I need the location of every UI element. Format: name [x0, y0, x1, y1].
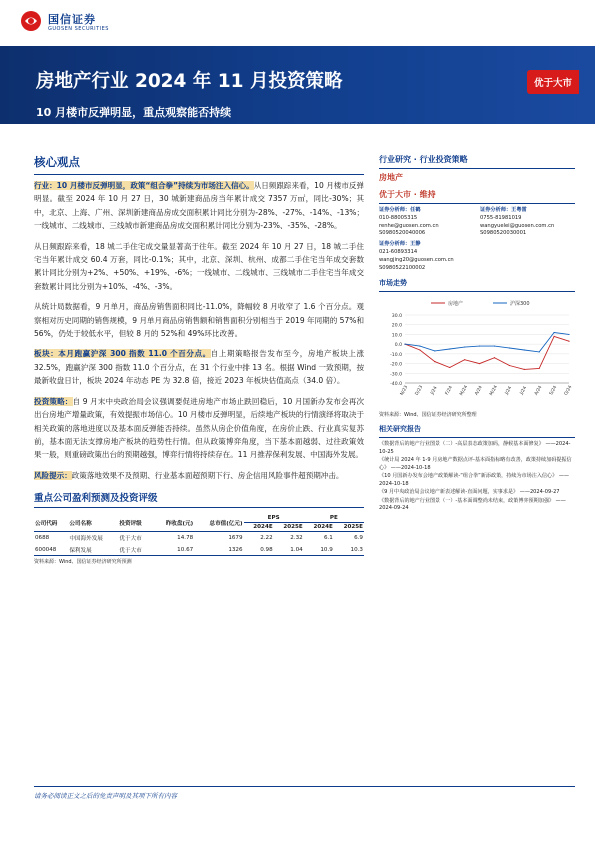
analyst-name: 证券分析师：王静 — [379, 241, 421, 248]
guosen-logo-icon — [20, 10, 42, 32]
main-column — [34, 154, 364, 565]
data-point — [553, 336, 554, 337]
y-tick-label: 0.0 — [394, 343, 402, 349]
col-name: 公司名称 — [68, 514, 118, 532]
risk-text: 政策落地效果不及预期、行业基本面超预期下行、房企信用风险事件超预期冲击。 — [71, 470, 344, 480]
data-point — [539, 352, 540, 353]
footer-divider — [34, 786, 575, 787]
y-tick-label: -10.0 — [390, 353, 402, 359]
cell: 10.67 — [153, 544, 195, 556]
report-subtitle: 10 月楼市反弹明显，重点观察能否持续 — [36, 106, 232, 119]
industry-lead: 行业：10 月楼市反弹明显，政策“组合拳”持续为市场注入信心。 — [34, 181, 254, 190]
col-eps-2024: 2024E — [244, 523, 274, 532]
core-divider — [34, 174, 364, 175]
y-tick-label: 20.0 — [391, 324, 402, 330]
legend-label: 沪深300 — [510, 301, 530, 308]
industry-rating: 优于大市 · 维持 — [379, 190, 436, 199]
analyst-cert: S0980520030001 — [480, 230, 527, 237]
footer-disclaimer: 请务必阅读正文之后的免责声明及其项下所有内容 — [34, 792, 177, 800]
report-title: 房地产行业 2024 年 11 月投资策略 — [36, 71, 343, 92]
cell: 10.9 — [304, 544, 334, 556]
col-mktcap: 总市值(亿元) — [194, 514, 243, 532]
side-divider — [379, 437, 575, 438]
cell: 600048 — [34, 544, 68, 556]
x-tick-label: J/24 — [504, 386, 514, 397]
analyst-mail: wangyuelei@guosen.com.cn — [480, 222, 555, 229]
side-divider — [379, 203, 575, 204]
paragraph-sector — [34, 347, 364, 387]
y-tick-label: 30.0 — [391, 314, 402, 320]
related-report-link[interactable]: 《9 月中央政治局会议地产新表述解读-直面问题，实事求是》 ——2024-09-27 — [379, 489, 560, 496]
col-code: 公司代码 — [34, 514, 68, 532]
paragraph-secondhand: 从日频跟踪来看，18 城二手住宅成交量显著高于往年。截至 2024 年 10 月 27 日，18 城二手住宅当年累计成交 60.4 万套，同比-0.1%；其中，北京、深圳、杭州、成都二手住宅当年成交套数累计同比分别为+2%、+50%、+19%、-6%；一线城市、二线城市、三线城市二手住宅当年成交套数累计同比分别为+10%、-4%、-3%。 — [34, 241, 364, 291]
cell: 2.32 — [290, 534, 303, 541]
logo-text: 国信证券 — [48, 13, 96, 26]
analyst-mail: wangjing20@guosen.com.cn — [379, 256, 454, 263]
col-eps: EPS — [244, 514, 304, 523]
series-line — [405, 333, 569, 352]
x-tick-label: M/24 — [459, 385, 470, 398]
cell: 优于大市 — [118, 544, 152, 556]
cell: 1.04 — [274, 544, 304, 556]
analyst-card — [379, 207, 474, 238]
analyst-tel: 021-60893314 — [379, 248, 418, 255]
data-point — [524, 369, 525, 370]
related-heading: 相关研究报告 — [379, 425, 421, 434]
report-category: 行业研究 · 行业投资策略 — [379, 155, 468, 164]
data-point — [479, 363, 480, 364]
related-report-link[interactable]: 《统计局 2024 年 1-9 月房地产数据点评-基本面指标略有改善，政策持续加码提振信心》 ——2024-10-18 — [379, 457, 572, 471]
table-row — [34, 544, 364, 556]
analyst-tel: 010-88005315 — [379, 214, 418, 221]
x-tick-label: D/23 — [414, 385, 425, 397]
data-point — [568, 334, 569, 335]
side-divider — [379, 291, 575, 292]
x-tick-label: A/24 — [534, 385, 544, 397]
data-point — [419, 350, 420, 351]
cell: 中国海外发展 — [69, 535, 103, 542]
col-rating: 投资评级 — [118, 514, 152, 532]
data-point — [464, 347, 465, 348]
forecast-table — [34, 514, 364, 556]
related-report-link[interactable]: 《数据背后的地产行业图景（一）-基本面调整尚未结束，政策博弈预期加强》 ——2024-09-24 — [379, 497, 566, 512]
cell: 0.98 — [244, 544, 274, 556]
chart-title: 市场走势 — [379, 279, 407, 288]
data-point — [479, 346, 480, 347]
data-point — [434, 361, 435, 362]
core-heading: 核心观点 — [34, 155, 80, 169]
series-line — [405, 337, 569, 370]
paragraph-risk — [34, 469, 364, 482]
table-source: 资料来源：Wind、国信证券经济研究所预测 — [34, 559, 132, 566]
x-tick-label: F/24 — [444, 385, 454, 397]
data-point — [404, 344, 405, 345]
col-pe-2024: 2024E — [304, 523, 334, 532]
related-report-link[interactable]: 《数据背后的地产行业图景（二）-高层表态政策加码，静候基本面修复》 ——2024-10-25 — [379, 441, 571, 455]
cell: 1326 — [194, 544, 243, 556]
data-point — [434, 351, 435, 352]
x-tick-label: N/23 — [399, 385, 410, 397]
y-tick-label: -30.0 — [390, 372, 402, 378]
col-close: 昨收盘(元) — [153, 514, 195, 532]
data-point — [553, 332, 554, 333]
analyst-tel: 0755-81981019 — [480, 214, 522, 221]
data-point — [539, 368, 540, 369]
col-pe: PE — [304, 514, 364, 523]
y-tick-label: -20.0 — [390, 362, 402, 368]
analyst-cert: S0980522100002 — [379, 264, 426, 271]
risk-lead: 风险提示： — [34, 470, 72, 480]
strategy-text: 自 9 月末中央政治局会议强调要促进房地产市场止跌回稳后，10 月国新办发布会再次出台房地产增量政策，有效提振市场信心。10 月楼市反弹明显，后续地产板块的行情演绎将取决于相关政策的落地进度以及基本面反弹能否持续。虽然从房企价值角度，在房价止跌、行业真实复苏前，基本面无法支撑房地产板块的趋势性行情。但从政策博弈角度，当下基本面越弱、过往政策效果一般，则重磅政策出台的预期越强，博弈行情将持续存在。11 月推荐保利发展、中国海外发展。 — [34, 396, 364, 460]
chart-source: 资料来源：Wind、国信证券经济研究所整理 — [379, 412, 477, 419]
cell: 2.22 — [260, 534, 273, 541]
data-point — [494, 346, 495, 347]
x-tick-label: J/24 — [430, 386, 439, 397]
cell: 10.3 — [334, 544, 364, 556]
paragraph-strategy — [34, 395, 364, 462]
x-tick-label: M/24 — [489, 385, 499, 398]
side-divider — [379, 168, 575, 169]
data-point — [464, 359, 465, 360]
x-tick-label: A/24 — [474, 385, 484, 397]
analyst-name: 证券分析师：任鹤 — [379, 207, 421, 213]
cell: 优于大市 — [119, 535, 142, 542]
cell: 1679 — [228, 534, 243, 541]
cell: 6.9 — [354, 534, 363, 541]
data-point — [494, 358, 495, 359]
cell: 保利发展 — [68, 544, 118, 556]
sector-lead: 板块：本月跑赢沪深 300 指数 11.0 个百分点。 — [34, 349, 211, 359]
cell: 14.78 — [177, 534, 194, 541]
analyst-mail: renhe@guosen.com.cn — [379, 222, 439, 229]
related-report-link[interactable]: 《10 月国新办发布会地产政策解读-“组合拳”新添政策，持续为市场注入信心》 ——2024-10-18 — [379, 473, 570, 487]
sector-text: 自上期策略报告发布至今，房地产板块上涨 32.5%，跑赢沪深 300 指数 11.0 个百分点，在 31 个行业中排 13 名。根据 Wind 一致预期，按最新收盘日计，板块 2024 年动态 PE 为 32.8 倍，接近 2023 年板块估值高点（34.0 倍）。 — [34, 349, 364, 386]
data-point — [419, 346, 420, 347]
logo-subtext: GUOSEN SECURITIES — [48, 26, 109, 32]
data-point — [568, 341, 569, 342]
analyst-name: 证券分析师：王粤雷 — [480, 207, 527, 213]
col-eps-2025: 2025E — [274, 523, 304, 532]
y-tick-label: -40.0 — [390, 382, 402, 388]
forecast-divider — [34, 507, 364, 508]
paragraph-stats: 从统计局数据看，9 月单月，商品房销售面积同比-11.0%，降幅较 8 月收窄了 1.6 个百分点。观察相对历史同期的销售规模，9 月单月商品房销售额和销售面积分别相当于 2019 年同期的 57%和 56%，仍处于较低水平，但较 8 月的 52%和 49%环比改善。 — [34, 302, 364, 339]
side-column — [379, 154, 575, 514]
paragraph-industry — [34, 179, 364, 233]
industry-text: 从日频跟踪来看，10 月楼市反弹明显。截至 2024 年 10 月 27 日，30 城新建商品房当年累计成交 7357 万㎡，同比-30%；其中，北京、上海、广州、深圳新建商品房成交面积累计同比分别为-28%、-27%、-14%、-13%；一线城市、二线城市、三线城市新建商品房成交面积累计同比分别为-23%、-35%、-28%。 — [34, 181, 364, 231]
data-point — [449, 349, 450, 350]
rating-badge: 优于大市 — [527, 70, 579, 94]
data-point — [509, 348, 510, 349]
analyst-card — [379, 241, 474, 272]
legend-label: 房地产 — [448, 301, 464, 308]
forecast-heading: 重点公司盈利预测及投资评级 — [34, 493, 158, 505]
industry-name: 房地产 — [379, 173, 403, 182]
y-tick-label: 10.0 — [391, 333, 402, 339]
data-point — [524, 350, 525, 351]
col-pe-2025: 2025E — [334, 523, 364, 532]
cell: 0688 — [35, 534, 50, 541]
data-point — [449, 367, 450, 368]
strategy-lead: 投资策略： — [34, 396, 73, 406]
x-tick-label: S/24 — [549, 385, 559, 397]
analyst-card — [480, 207, 575, 238]
table-row — [34, 532, 364, 544]
x-tick-label: J/24 — [519, 386, 529, 397]
cell: 6.1 — [323, 534, 333, 541]
market-trend-chart — [379, 295, 575, 405]
analyst-list — [379, 207, 575, 272]
analyst-cert: S0980520040006 — [379, 230, 426, 237]
data-point — [509, 365, 510, 366]
x-tick-label: O/24 — [563, 385, 574, 397]
